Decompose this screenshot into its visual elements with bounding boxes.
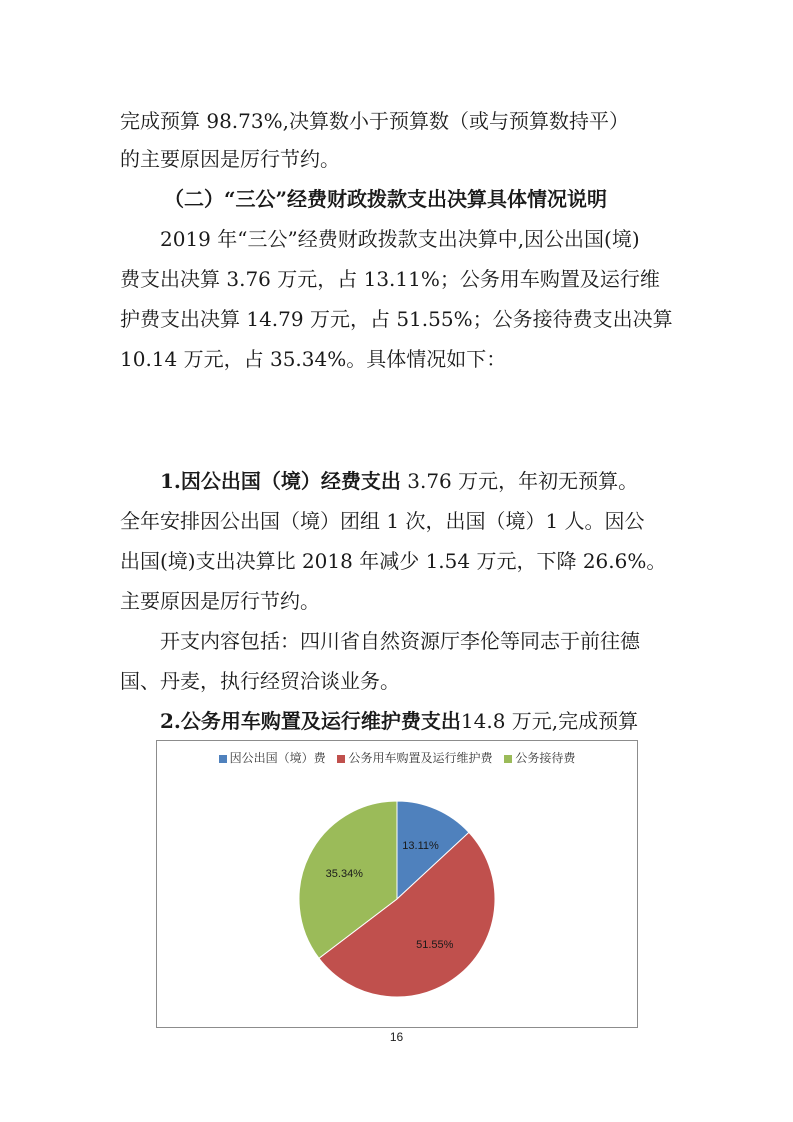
slice-data-label: 35.34% (325, 867, 363, 880)
pie-chart (156, 740, 638, 1028)
paragraph-line: 费支出决算 3.76 万元，占 13.11%；公务用车购置及运行维 (120, 267, 660, 291)
pie-svg (157, 741, 637, 1027)
paragraph-line: 护费支出决算 14.79 万元，占 51.55%；公务接待费支出决算 (120, 307, 673, 331)
legend-label: 公务接待费 (515, 751, 576, 765)
section2-heading-rest: 14.8 万元,完成预算 (460, 709, 639, 733)
slice-data-label: 13.11% (402, 840, 439, 853)
paragraph-line: 国、丹麦，执行经贸洽谈业务。 (120, 669, 400, 693)
section1-first-line (160, 468, 638, 494)
paragraph-line: 完成预算 98.73%,决算数小于预算数（或与预算数持平） (120, 109, 629, 133)
paragraph-line: 开支内容包括：四川省自然资源厅李伦等同志于前往德 (160, 629, 640, 653)
paragraph-line: 10.14 万元，占 35.34%。具体情况如下： (120, 347, 507, 371)
paragraph-line: 的主要原因是厉行节约。 (120, 147, 340, 171)
section2-heading: 2.公务用车购置及运行维护费支出 (160, 709, 461, 733)
page-number: 16 (389, 1030, 404, 1044)
section-heading: （二）“三公”经费财政拨款支出决算具体情况说明 (164, 187, 608, 211)
paragraph-line: 出国(境)支出决算比 2018 年减少 1.54 万元，下降 26.6%。 (120, 549, 667, 573)
legend-label: 因公出国（境）费 (229, 751, 326, 765)
paragraph-line: 全年安排因公出国（境）团组 1 次，出国（境）1 人。因公 (120, 509, 645, 533)
slice-data-label: 51.55% (416, 939, 454, 952)
paragraph-line: 主要原因是厉行节约。 (120, 589, 320, 613)
section1-heading: 1.因公出国（境）经费支出 (160, 469, 401, 493)
legend-label: 公务用车购置及运行维护费 (348, 751, 493, 765)
section2-first-line (160, 708, 638, 734)
paragraph-line: 2019 年“三公”经费财政拨款支出决算中,因公出国(境) (160, 227, 640, 251)
section1-heading-rest: 3.76 万元，年初无预算。 (400, 469, 639, 493)
